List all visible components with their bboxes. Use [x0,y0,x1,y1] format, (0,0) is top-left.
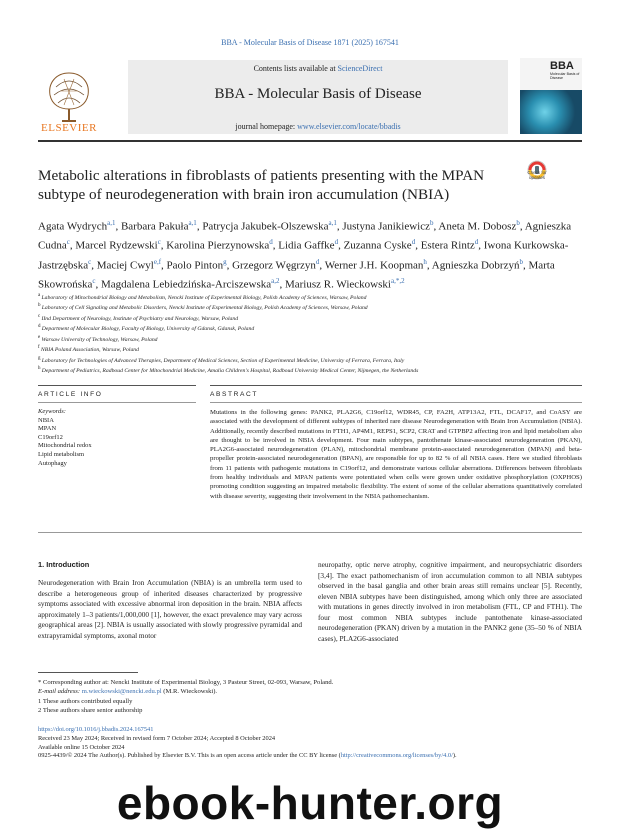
author-name[interactable]: Agnieszka Dobrzyń [431,259,520,272]
author-name[interactable]: Zuzanna Cyske [343,239,412,252]
author-name[interactable]: Agnieszka Cudna [38,220,572,252]
affiliation: $^f$ NBIA Poland Association, Warsaw, Poland [38,345,139,354]
journal-reference[interactable]: BBA - Molecular Basis of Disease 1871 (2025) 167541 [221,38,399,47]
author-affiliation-marker[interactable]: b [430,219,434,227]
journal-cover[interactable] [520,58,582,134]
divider [210,402,582,403]
author-list: Agata Wydrych$^{a,1}$, Barbara Pakuła$^{a,1}$, Patrycja Jakubek-Olszewska$^{a,1}$, Justyna Janikiewicz$^b$, Aneta M. Dobosz$^b$, Agnieszka Cudna$^c$, Marcel Rydzewski$^c$, Karolina Pierzynowska$^d$, Lidia Gaffke$^d$, Zuzanna Cyske$^d$, Estera Rintz$^d$, Iwona Kurkowska-Jastrzębska$^c$, Maciej Cwyl$^{e,f}$, Paolo Pinton$^g$, Grzegorz Węgrzyn$^d$, Werner J.H. Koopman$^h$, Agnieszka Dobrzyń$^b$, Marta Skowrońska$^c$, Magdalena Lebiedzińska-Arciszewska$^{a,2}$, Mariusz R. Wieckowski$^{a,*,2}$ [38,219,572,291]
author-affiliation-marker[interactable]: b [519,257,523,266]
keyword: Autophagy [38,459,67,467]
divider [38,385,196,386]
watermark-text: ebook-hunter.org [116,777,504,829]
author-affiliation-marker[interactable]: h [423,257,427,266]
homepage-prefix: journal homepage: [235,122,298,131]
homepage-link[interactable]: www.elsevier.com/locate/bbadis [297,122,401,131]
author-name[interactable]: Grzegorz Węgrzyn [232,259,316,272]
abstract-heading: ABSTRACT [210,391,258,398]
introduction-column-1: Neurodegeneration with Brain Iron Accumulation (NBIA) is an umbrella term used to describe a heterogeneous group of inherited diseases characterized by progressive symptoms associated with excessive abnormal iron deposition in the brain. NBIA affects approximately 1–3 patients/1,000,000 [1], however, the exact prevalence may vary across geographical areas [2]. NBIA is usually associated with slowly progressive pyramidal and extrapyramidal symptoms, axonal motor [38,578,302,640]
homepage-line [128,122,508,131]
license-prefix: 0925-4439/© 2024 The Author(s). Published by Elsevier B.V. This is an open access article under the CC BY license ( [38,752,341,760]
publisher-wordmark: ELSEVIER [41,122,97,134]
cover-title: BBA [550,60,574,72]
author-name[interactable]: Paolo Pinton [166,259,224,272]
paper-title: Metabolic alterations in fibroblasts of patients presenting with the MPAN subtype of neurodegeneration with brain iron accumulation (NBIA) [38,167,485,203]
keyword: Mitochondrial redox [38,442,92,450]
footnote-1: 1 These authors contributed equally [38,697,133,705]
author-name[interactable]: Marcel Rydzewski [75,239,158,252]
author-affiliation-marker[interactable]: a,*,2 [390,276,405,285]
header-rule [38,140,582,142]
keywords-block [38,408,196,468]
affiliation: $^b$ Laboratory of Cell Signaling and Metabolic Disorders, Nencki Institute of Experimental Biology, Polish Academy of Sciences, Warsaw, Poland [38,303,368,312]
footnote-2: 2 These authors share senior authorship [38,707,143,715]
email-line [38,687,582,696]
author-affiliation-marker[interactable]: a,1 [328,219,337,227]
author-name[interactable]: Patrycja Jakubek-Olszewska [202,220,329,233]
author-name[interactable]: Marta Skowrońska [38,259,555,291]
introduction-heading: 1. Introduction [38,560,90,569]
keyword: C19orf12 [38,433,63,441]
license-link[interactable]: http://creativecommons.org/licenses/by/4.0/ [340,752,453,760]
cover-image [520,90,582,134]
license-line [38,752,582,761]
keyword: MPAN [38,425,57,433]
available-date: Available online 15 October 2024 [38,743,125,751]
journal-title: BBA - Molecular Basis of Disease [214,86,422,102]
email-label: E-mail address: [38,688,82,696]
doi-link[interactable]: https://doi.org/10.1016/j.bbadis.2024.167541 [38,726,154,733]
author-name[interactable]: Lidia Gaffke [278,239,335,252]
divider [210,385,582,386]
author-affiliation-marker[interactable]: c [66,238,70,247]
check-for-updates-label: Check for updates [527,170,547,180]
doi-block [38,726,582,761]
author-name[interactable]: Barbara Pakuła [120,220,189,233]
email-suffix: (M.R. Wieckowski). [161,688,218,696]
contents-prefix: Contents lists available at [253,64,338,73]
author-affiliation-marker[interactable]: e,f [153,257,162,266]
keyword: NBIA [38,416,54,424]
footnotes [38,678,582,716]
author-name[interactable]: Estera Rintz [420,239,475,252]
affiliation: $^g$ Laboratory for Technologies of Advanced Therapies, Department of Medical Sciences, Section of Experimental Medicine, University of Ferrara, Ferrara, Italy [38,355,405,364]
introduction-column-2: neuropathy, optic nerve atrophy, cognitive impairment, and neuropsychiatric disorders [3,4]. The exact pathomechanism of iron accumulation common to all NBIA subtypes observed in the basal ganglia and other brain areas still remains unclear [5]. Recently, eleven NBIA subtypes have been distinguished, among which only three are associated with mutations in genes directly involved in iron metabolism (FTL, CP and FTH1). The four most common NBIA subtypes include pantothenate kinase-associated neurodegeneration (PKAN) driven by a mutation in the PANK2 gene (35–50 % of NBIA cases), PLA2G6-associated [318,560,582,643]
author-name[interactable]: Agata Wydrych [38,220,108,233]
author-affiliation-marker[interactable]: d [411,238,416,247]
sciencedirect-link[interactable]: ScienceDirect [337,64,383,73]
author-affiliation-marker[interactable]: c [92,276,96,285]
corresponding-author-note: * Corresponding author at: Nencki Institute of Experimental Biology, 3 Pasteur Street, 02-093, Warsaw, Poland. [38,679,334,686]
divider [38,532,582,533]
author-name[interactable]: Magdalena Lebiedzińska-Arciszewska [101,278,272,291]
author-name[interactable]: Karolina Pierzynowska [166,239,270,252]
author-affiliation-marker[interactable]: a,1 [188,219,197,227]
author-affiliation-marker[interactable]: g [223,257,227,266]
contents-line [128,64,508,73]
author-affiliation-marker[interactable]: a,2 [271,276,280,285]
author-affiliation-marker[interactable]: a,1 [107,219,116,227]
affiliation: $^e$ Warsaw University of Technology, Warsaw, Poland [38,334,158,343]
abstract-text: Mutations in the following genes: PANK2, PLA2G6, C19orf12, WDR45, CP, FA2H, ATP13A2, FTL, DCAF17, and CoASY are associated with the development of different subtypes of inherited rare disease Neurodegeneration with Brain Iron Accumulation (NBIA). Additionally, recently described mutations in FTH1, AP4M1, REPS1, SCP2, CRAT and GTPBP2 affecting iron and lipid metabolism also are thought to be involved in NBIA development. Four main subtypes, pantothenate kinase-associated neurodegeneration (PKAN), PLA2G6-associated neurodegeneration (PLAN), mitochondrial membrane protein-associated neurodegeneration (MPAN) and beta-propeller protein-associated neurodegeneration (BPAN), are responsible for up to 82 % of all NBIA cases. Here we studied fibroblasts from 11 patients with pathogenic mutations in C19orf12, and demonstrate various cellular aberrations. Differences between fibroblasts from healthy individuals and MPAN patients were potentiated when cells were grown under oxidative phosphorylation (OXPHOS) promoting condition suggesting an impaired metabolic flexibility. The extent of some of the cellular aberrations quantitatively correlated with disease severity, suggesting their involvement in the NBIA pathomechanism. [210,409,582,500]
author-name[interactable]: Mariusz R. Wieckowski [284,278,391,291]
author-affiliation-marker[interactable]: d [269,238,273,247]
received-dates: Received 23 May 2024; Received in revised form 7 October 2024; Accepted 8 October 2024 [38,734,276,742]
author-affiliation-marker[interactable]: d [474,238,479,247]
affiliation: $^c$ IInd Department of Neurology, Institute of Psychiatry and Neurology, Warsaw, Poland [38,313,239,322]
author-name[interactable]: Iwona Kurkowska-Jastrzębska [38,239,569,272]
affiliation: $^d$ Department of Molecular Biology, Faculty of Biology, University of Gdansk, Gdansk, Poland [38,324,255,333]
author-affiliation-marker[interactable]: b [516,219,520,227]
cover-subtitle: Molecular Basis of Disease [550,72,580,80]
footnote-rule [38,672,138,673]
affiliation: $^h$ Department of Pediatrics, Radboud Center for Mitochondrial Medicine, Amalia Children's Hospital, Radboud University Medical Center, Nijmegen, the Netherlands [38,366,419,375]
keywords-label: Keywords: [38,408,66,415]
affiliation-list [38,292,582,376]
author-affiliation-marker[interactable]: c [88,257,92,266]
divider [38,402,196,403]
keyword: Lipid metabolism [38,450,85,458]
affiliation: $^a$ Laboratory of Mitochondrial Biology and Metabolism, Nencki Institute of Experimental Biology, Polish Academy of Sciences, Warsaw, Poland [38,293,367,301]
email-link[interactable]: m.wieckowski@nencki.edu.pl [81,688,162,696]
author-affiliation-marker[interactable]: d [315,257,320,266]
author-affiliation-marker[interactable]: d [334,238,339,247]
author-name[interactable]: Maciej Cwyl [96,259,154,272]
license-suffix: ). [452,752,457,760]
author-name[interactable]: Justyna Janikiewicz [342,220,431,233]
author-name[interactable]: Werner J.H. Koopman [324,259,424,272]
author-name[interactable]: Aneta M. Dobosz [438,220,517,233]
article-info-heading: ARTICLE INFO [38,391,103,398]
author-affiliation-marker[interactable]: c [157,238,161,247]
